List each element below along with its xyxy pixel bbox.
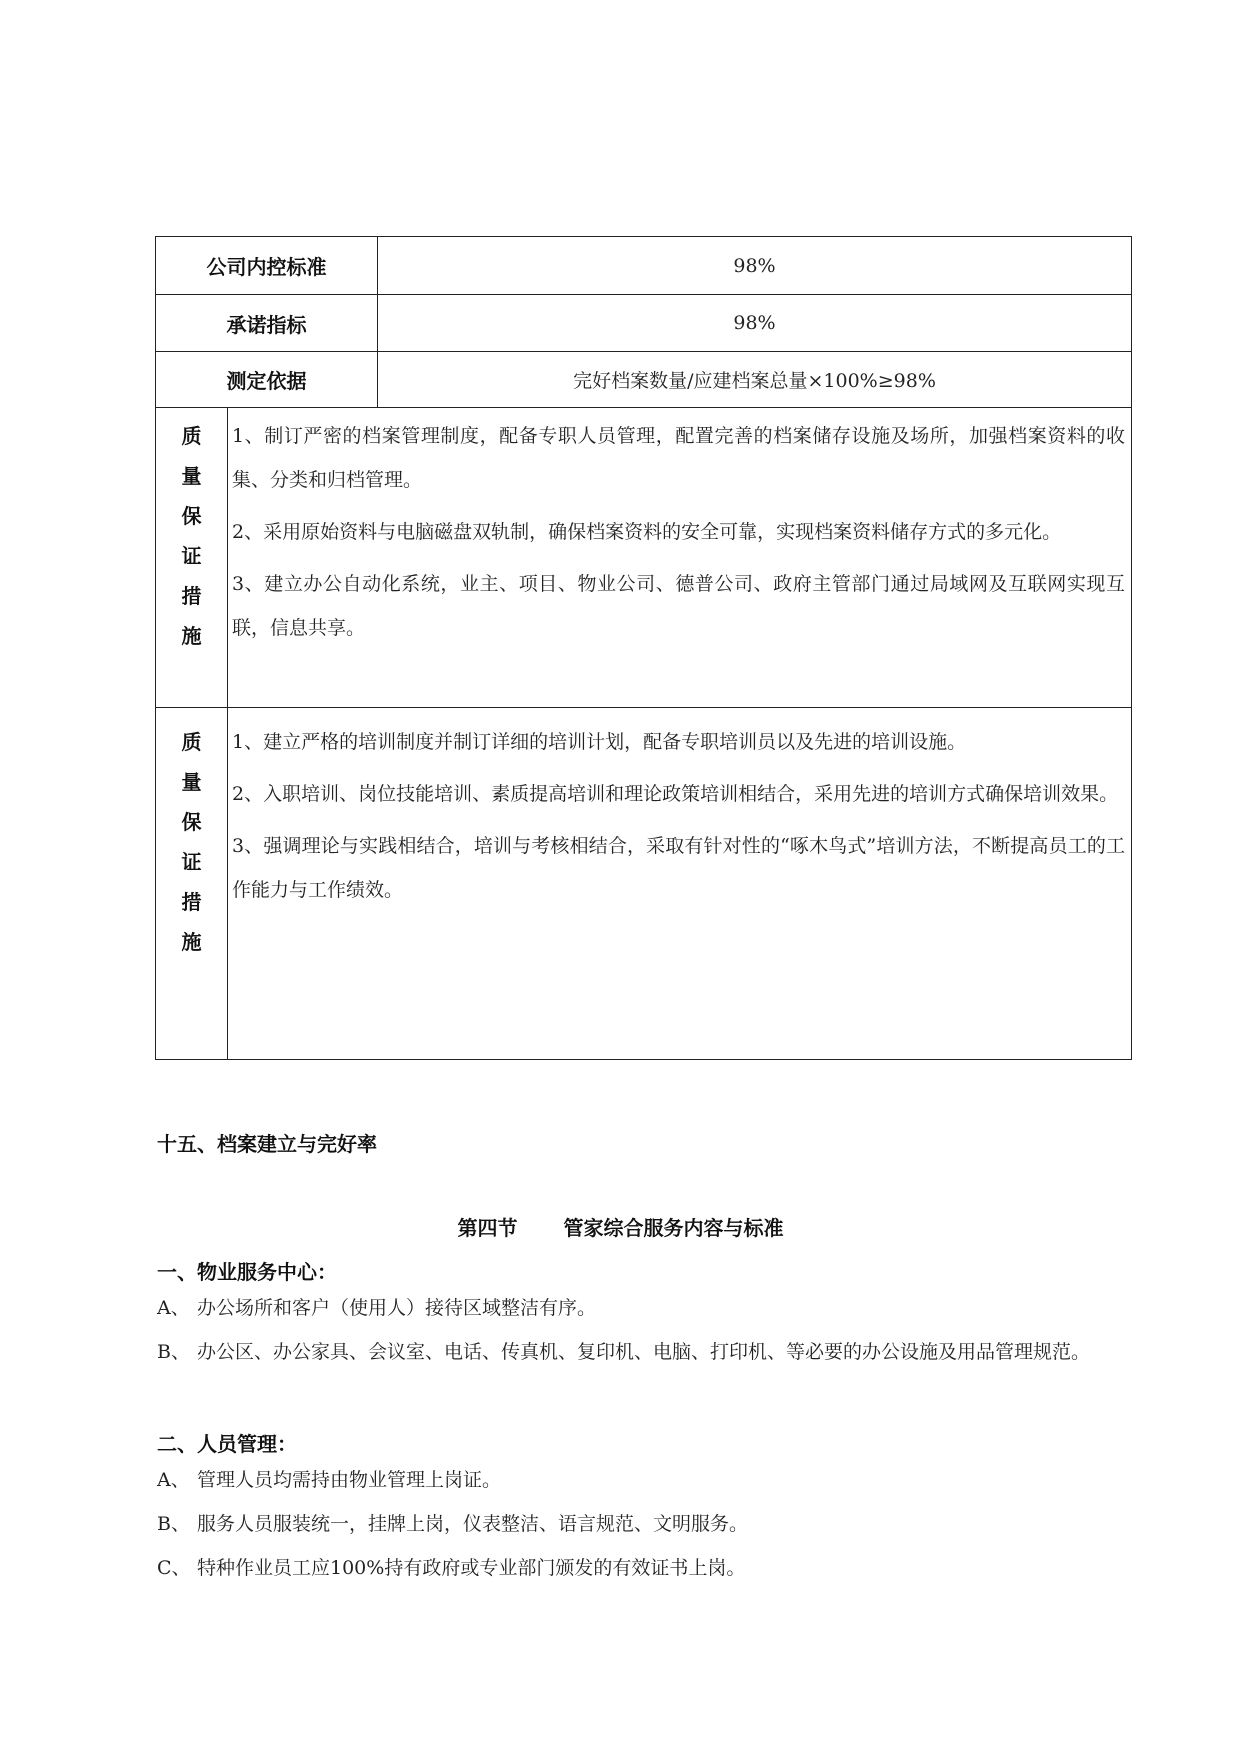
measures-content <box>228 408 1132 708</box>
item-text: 管理人员均需持由物业管理上岗证。 <box>197 1469 502 1491</box>
row-value: 98% <box>378 237 1132 295</box>
item-text: 办公区、办公家具、会议室、电话、传真机、复印机、电脑、打印机、等必要的办公设施及用品管理规范。 <box>197 1341 1091 1363</box>
list-item <box>157 1330 1117 1374</box>
label-char: 证 <box>181 850 202 874</box>
list-item <box>157 1502 1117 1546</box>
row-label: 承诺指标 <box>156 295 378 352</box>
measures-row-training <box>156 708 1132 1060</box>
part-heading: 二、人员管理： <box>157 1432 297 1456</box>
measures-label <box>156 408 228 708</box>
label-char: 证 <box>181 544 202 568</box>
row-value: 98% <box>378 295 1132 352</box>
section-heading: 十五、档案建立与完好率 <box>157 1132 377 1156</box>
list-item <box>157 1546 1117 1590</box>
label-char: 保 <box>181 504 202 528</box>
standards-table <box>155 236 1132 1060</box>
chapter-heading <box>0 1212 1241 1241</box>
measure-item: 2、入职培训、岗位技能培训、素质提高培训和理论政策培训相结合，采用先进的培训方式确保培训效果。 <box>232 783 1119 805</box>
item-mark: A、 <box>157 1469 190 1491</box>
part-heading: 一、物业服务中心： <box>157 1260 337 1284</box>
measures-content <box>228 708 1132 1060</box>
item-mark: C、 <box>157 1557 191 1579</box>
item-text: 办公场所和客户（使用人）接待区域整洁有序。 <box>197 1297 597 1319</box>
measures-label <box>156 708 228 1060</box>
chapter-number: 第四节 <box>457 1216 518 1240</box>
measure-item: 2、采用原始资料与电脑磁盘双轨制，确保档案资料的安全可靠，实现档案资料储存方式的多元化。 <box>232 521 1062 543</box>
table-row <box>156 237 1132 295</box>
label-char: 施 <box>181 930 202 954</box>
item-text: 服务人员服装统一，挂牌上岗，仪表整洁、语言规范、文明服务。 <box>197 1513 749 1535</box>
row-label: 测定依据 <box>156 352 378 408</box>
label-char: 量 <box>181 770 202 794</box>
measures-row-archive <box>156 408 1132 708</box>
item-text: 特种作业员工应100%持有政府或专业部门颁发的有效证书上岗。 <box>197 1557 746 1579</box>
label-char: 质 <box>181 424 202 448</box>
label-char: 施 <box>181 624 202 648</box>
label-char: 措 <box>181 890 202 914</box>
table-row <box>156 295 1132 352</box>
item-mark: B、 <box>157 1513 190 1535</box>
label-char: 保 <box>181 810 202 834</box>
measure-item: 3、强调理论与实践相结合，培训与考核相结合，采取有针对性的“啄木鸟式”培训方法，不断提高员工的工作能力与工作绩效。 <box>232 835 1125 901</box>
chapter-title: 管家综合服务内容与标准 <box>563 1216 784 1240</box>
label-char: 量 <box>181 464 202 488</box>
list-item <box>157 1286 1117 1330</box>
item-mark: B、 <box>157 1341 190 1363</box>
label-char: 措 <box>181 584 202 608</box>
measure-item: 3、建立办公自动化系统，业主、项目、物业公司、德普公司、政府主管部门通过局域网及互联网实现互联，信息共享。 <box>232 573 1125 639</box>
row-label: 公司内控标准 <box>156 237 378 295</box>
item-mark: A、 <box>157 1297 190 1319</box>
label-char: 质 <box>181 730 202 754</box>
measure-item: 1、建立严格的培训制度并制订详细的培训计划，配备专职培训员以及先进的培训设施。 <box>232 731 967 753</box>
row-value: 完好档案数量/应建档案总量×100%≥98% <box>378 352 1132 408</box>
measure-item: 1、制订严密的档案管理制度，配备专职人员管理，配置完善的档案储存设施及场所，加强档案资料的收集、分类和归档管理。 <box>232 425 1125 491</box>
list-item <box>157 1458 1117 1502</box>
table-row <box>156 352 1132 408</box>
